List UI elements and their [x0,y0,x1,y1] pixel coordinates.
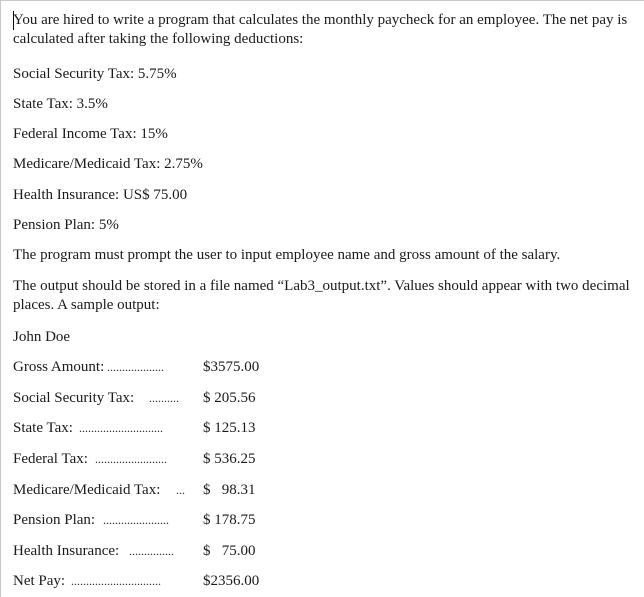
output-paragraph: The output should be stored in a file named “Lab3_output.txt”. Values should appear with two decimal places. A sample output: [13,278,630,313]
deduction-medicare-medicaid: Medicare/Medicaid Tax: 2.75% [13,156,203,172]
row-label: Medicare/Medicaid Tax: [13,482,161,498]
row-label: Social Security Tax: [13,390,135,406]
row-value: $ 75.00 [203,543,256,559]
row-leader-dots: ............................ [79,421,163,435]
row-label: Federal Tax: [13,451,88,467]
row-label: State Tax: [13,420,73,436]
row-label: Net Pay: [13,573,66,589]
row-leader-dots: ...................... [103,513,169,527]
row-value: $ 536.25 [203,451,256,467]
row-value: $ 125.13 [203,420,256,436]
row-value: $ 98.31 [203,482,256,498]
row-value: $ 178.75 [203,512,256,528]
deduction-federal-income-tax: Federal Income Tax: 15% [13,126,168,142]
row-value: $ 205.56 [203,390,256,406]
row-label: Pension Plan: [13,512,96,528]
deduction-social-security: Social Security Tax: 5.75% [13,66,177,82]
row-value: $2356.00 [203,573,260,589]
prompt-paragraph: The program must prompt the user to input employee name and gross amount of the salary. [13,247,561,263]
row-leader-dots: ........................ [95,452,167,466]
row-leader-dots: ............... [129,544,174,558]
deduction-health-insurance: Health Insurance: US$ 75.00 [13,187,188,203]
row-leader-dots: ... [176,483,185,497]
sample-employee-name: John Doe [13,329,71,345]
row-label: Gross Amount: [13,359,105,375]
row-value: $3575.00 [203,359,260,375]
row-leader-dots: .......... [149,391,179,405]
row-label: Health Insurance: [13,543,120,559]
row-leader-dots: .............................. [71,574,161,588]
intro-paragraph: You are hired to write a program that calculates the monthly paycheck for an employee. The net pay is calculated after taking the following deductions: [13,12,628,47]
row-leader-dots: ................... [107,360,164,374]
deduction-pension-plan: Pension Plan: 5% [13,217,119,233]
deduction-state-tax: State Tax: 3.5% [13,96,108,112]
